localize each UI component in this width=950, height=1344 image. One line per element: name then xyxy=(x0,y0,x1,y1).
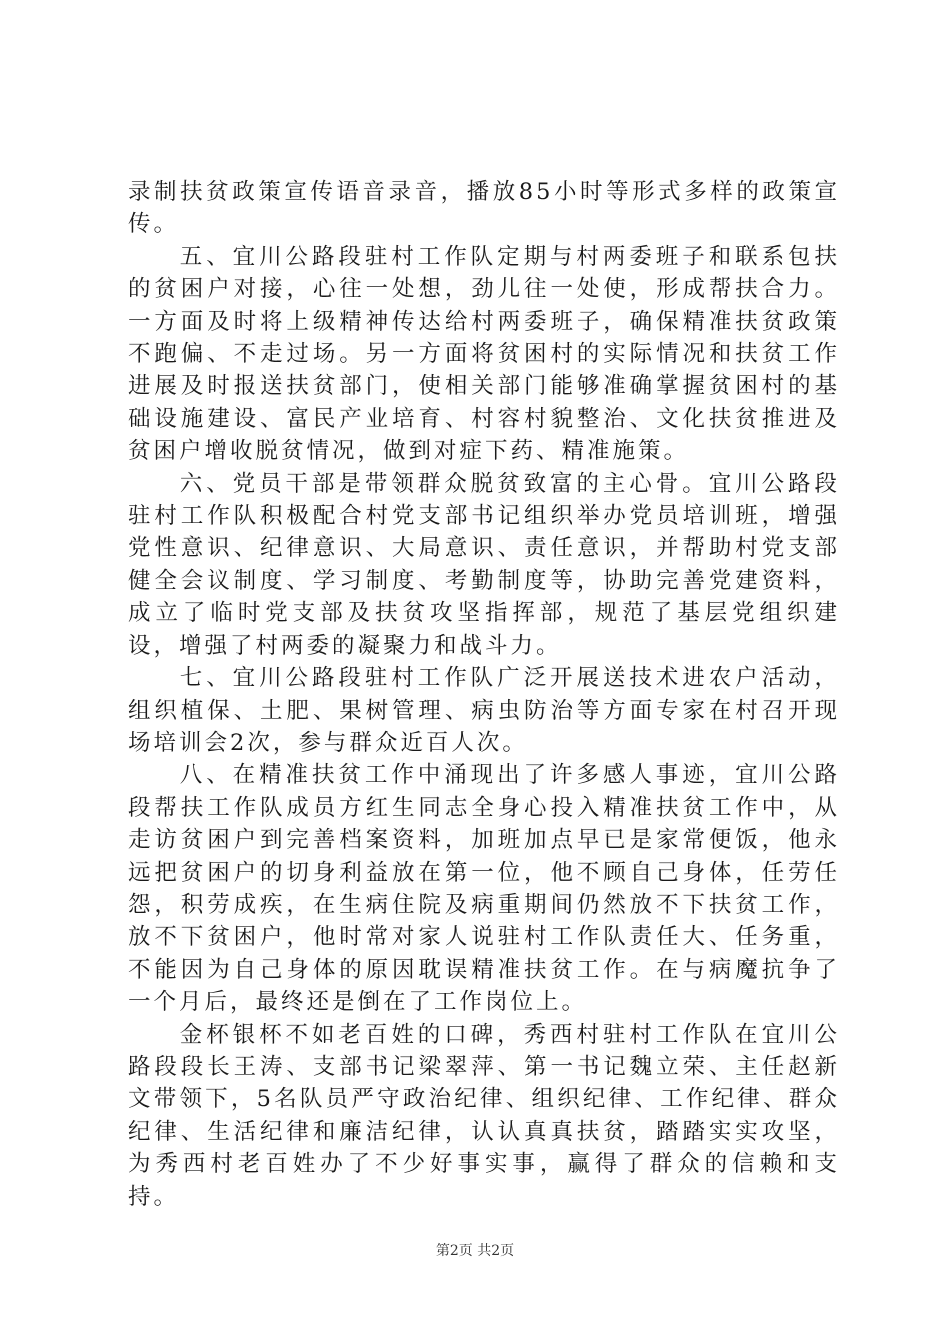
paragraph-continuation: 录制扶贫政策宣传语音录音，播放85小时等形式多样的政策宣传。 xyxy=(128,179,840,238)
page-number-footer: 第2页 共2页 xyxy=(435,1243,515,1259)
paragraph-item-7: 七、宜川公路段驻村工作队广泛开展送技术进农户活动，组织植保、土肥、果树管理、病虫防治等方面专家在村召开现场培训会2次，参与群众近百人次。 xyxy=(128,665,840,756)
document-body xyxy=(128,176,840,1213)
paragraph-item-8: 八、在精准扶贫工作中涌现出了许多感人事迹，宜川公路段帮扶工作队成员方红生同志全身心投入精准扶贫工作中，从走访贫困户到完善档案资料，加班加点早已是家常便饭，他永远把贫困户的切身利益放在第一位，他不顾自己身体，任劳任怨，积劳成疾，在生病住院及病重期间仍然放不下扶贫工作，放不下贫困户，他时常对家人说驻村工作队责任大、任务重，不能因为自己身体的原因耽误精准扶贫工作。在与病魔抗争了一个月后，最终还是倒在了工作岗位上。 xyxy=(128,762,840,1016)
paragraph-item-5: 五、宜川公路段驻村工作队定期与村两委班子和联系包扶的贫困户对接，心往一处想，劲儿往一处使，形成帮扶合力。一方面及时将上级精神传达给村两委班子，确保精准扶贫政策不跑偏、不走过场。另一方面将贫困村的实际情况和扶贫工作进展及时报送扶贫部门，使相关部门能够准确掌握贫困村的基础设施建设、富民产业培育、村容村貌整治、文化扶贫推进及贫困户增收脱贫情况，做到对症下药、精准施策。 xyxy=(128,243,840,465)
paragraph-item-6: 六、党员干部是带领群众脱贫致富的主心骨。宜川公路段驻村工作队积极配合村党支部书记组织举办党员培训班，增强党性意识、纪律意识、大局意识、责任意识，并帮助村党支部健全会议制度、学习制度、考勤制度等，协助完善党建资料，成立了临时党支部及扶贫攻坚指挥部，规范了基层党组织建设，增强了村两委的凝聚力和战斗力。 xyxy=(128,470,840,659)
paragraph-conclusion: 金杯银杯不如老百姓的口碑，秀西村驻村工作队在宜川公路段段长王涛、支部书记梁翠萍、第一书记魏立荣、主任赵新文带领下，5名队员严守政治纪律、组织纪律、工作纪律、群众纪律、生活纪律和廉洁纪律，认认真真扶贫，踏踏实实攻坚，为秀西村老百姓办了不少好事实事，赢得了群众的信赖和支持。 xyxy=(128,1021,840,1210)
